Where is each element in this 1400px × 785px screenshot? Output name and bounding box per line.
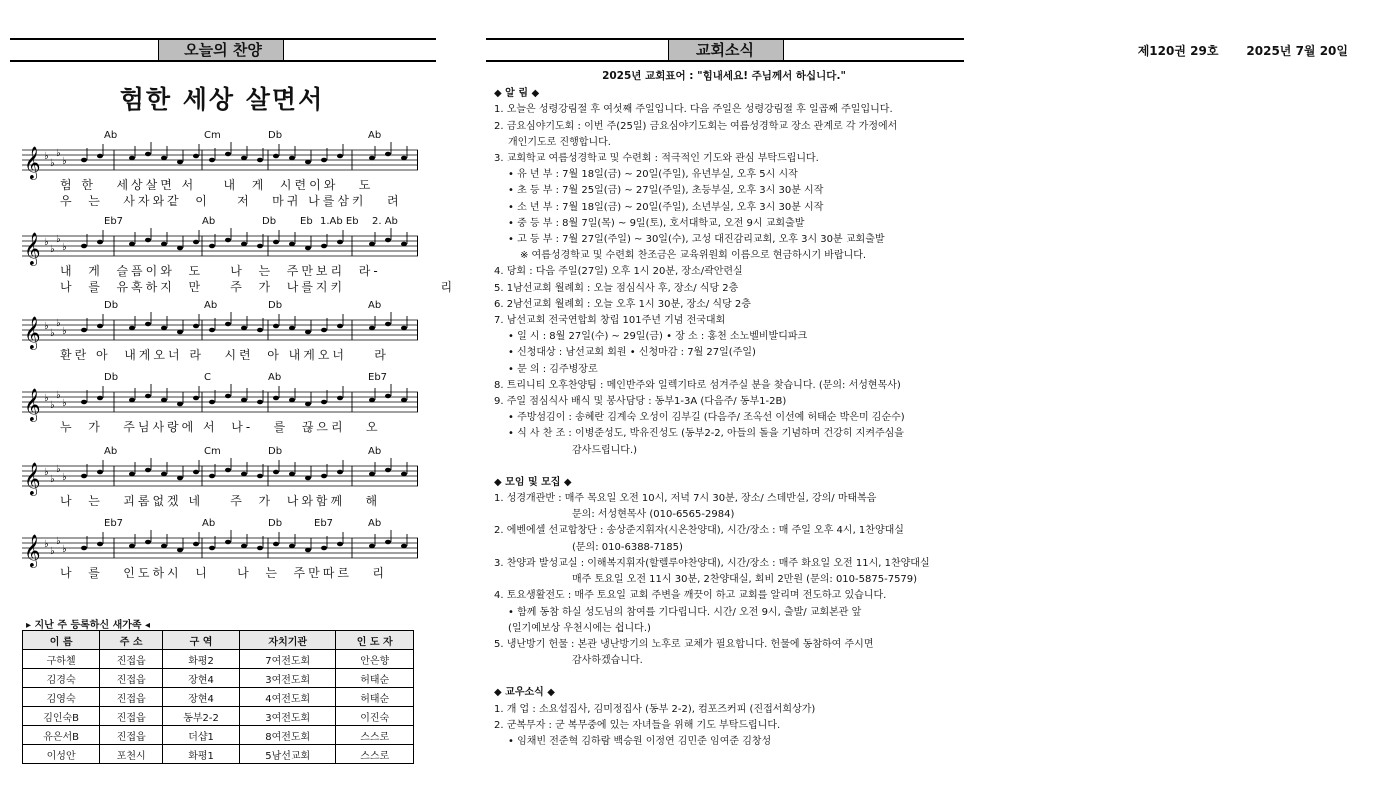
note-head [257,400,263,405]
table-cell: 8여전도회 [239,726,335,745]
flat-sign: ♭ [50,400,55,411]
note-head [177,246,183,251]
table-cell: 더샵1 [163,726,240,745]
chord-symbol: Ab [204,300,218,311]
note-head [193,154,199,159]
note-head [385,238,391,243]
note-head [145,540,151,545]
registration-title: ▸ 지난 주 등록하신 새가족 ◂ [26,620,151,631]
news-section-title: 교회소식 [696,41,754,59]
chord-symbol: Db [268,446,283,457]
note-head [401,326,407,331]
note-head [257,474,263,479]
news-line: 문의: 서성현목사 (010-6565-2984) [572,509,735,521]
note-head [273,154,279,159]
flat-sign: ♭ [62,156,67,167]
note-head [225,152,231,157]
note-head [257,546,263,551]
chord-symbol: Ab [368,446,382,457]
news-line: 4. 토요생활전도 : 매주 토요일 교회 주변을 깨끗이 하고 교회를 알리며 전도하고 있습니다. [494,590,887,602]
note-head [321,158,327,163]
table-row [23,745,414,764]
song-title: 험한 세상 살면서 [119,85,325,114]
table-cell: 화평2 [163,650,240,669]
news-line: • 함께 동참 하실 성도님의 참여를 기다립니다. 시간/ 오전 9시, 출발/ 교회본관 앞 [508,606,862,618]
note-head [241,544,247,549]
chord-symbol: 2. Ab [372,216,398,227]
note-head [161,472,167,477]
note-head [241,326,247,331]
chord-symbol: Ab [104,130,118,141]
note-head [97,470,103,475]
note-head [97,240,103,245]
note-head [145,468,151,473]
news-section-header [486,38,964,62]
treble-clef-icon: 𝄞 [24,462,41,495]
news-line: 2. 금요심야기도회 : 이번 주(25일) 금요심야기도회는 여름성경학교 장소 관계로 각 가정에서 [494,120,898,132]
note-head [129,156,135,161]
note-head [193,396,199,401]
chord-symbol: Ab [104,446,118,457]
chord-symbol: Eb7 [104,216,124,227]
table-cell: 스스로 [336,726,414,745]
note-head [273,240,279,245]
note-head [209,400,215,405]
note-head [209,328,215,333]
spacer [494,669,964,683]
news-line: • 중 등 부 : 8월 7일(목) ~ 9일(토), 호서대학교, 오전 9시 교회출발 [508,217,805,229]
flat-sign: ♭ [44,321,49,332]
flat-sign: ♭ [44,393,49,404]
note-head [401,472,407,477]
flat-sign: ♭ [56,464,61,475]
note-head [289,472,295,477]
note-head [161,156,167,161]
news-line: (일기예보상 우천시에는 쉽니다.) [508,622,651,634]
news-line: • 고 등 부 : 7월 27일(주일) ~ 30일(수), 고성 대진감리교회, 오후 3시 30분 교회출발 [508,234,885,246]
table-cell: 진접읍 [100,726,163,745]
flat-sign: ♭ [56,390,61,401]
note-head [321,328,327,333]
lyric-line: 나 는 괴롬없겠 네 주 가 나와함께 해 [60,494,381,508]
table-cell: 허태순 [336,669,414,688]
note-head [161,242,167,247]
note-head [193,324,199,329]
table-row [23,707,414,726]
flat-sign: ♭ [56,318,61,329]
news-line: 3. 교회학교 여름성경학교 및 수련회 : 적극적인 기도와 관심 부탁드립니다. [494,153,819,165]
note-head [225,238,231,243]
note-head [289,398,295,403]
flat-sign: ♭ [56,234,61,245]
news-line: • 소 년 부 : 7월 18일(금) ~ 20일(주일), 소년부실, 오후 3시 30분 시작 [508,201,824,213]
table-cell: 4여전도회 [239,688,335,707]
news-line: • 주방섬김이 : 송혜란 김계숙 오성이 김부길 (다음주/ 조옥선 이선예 허태순 박은미 김순수) [508,412,905,424]
note-head [81,546,87,551]
note-head [97,542,103,547]
flat-sign: ♭ [62,544,67,555]
flat-sign: ♭ [62,242,67,253]
note-head [337,154,343,159]
flat-sign: ♭ [50,474,55,485]
lyric-line: 나 를 유혹하지 만 주 가 나를지키 리 [60,280,456,294]
note-head [129,242,135,247]
note-head [97,154,103,159]
note-head [337,470,343,475]
news-line: 1. 개 업 : 소요섭집사, 김미정집사 (동부 2-2), 컴포즈커피 (진접서희상가) [494,703,816,715]
note-head [273,542,279,547]
note-head [385,394,391,399]
news-line: (문의: 010-6388-7185) [572,541,683,553]
news-line: 1. 오늘은 성령강림절 후 여섯째 주일입니다. 다음 주일은 성령강림절 후 일곱째 주일입니다. [494,104,893,116]
table-cell: 화평1 [163,745,240,764]
note-head [177,548,183,553]
note-head [385,540,391,545]
note-head [209,244,215,249]
note-head [145,238,151,243]
news-line: ※ 여름성경학교 및 수련회 찬조금은 교육위원회 이름으로 현금하시기 바랍니다. [520,250,867,262]
table-header-cell: 구 역 [163,631,240,650]
news-line: • 문 의 : 김주병장로 [508,363,598,375]
table-cell: 장현4 [163,669,240,688]
note-head [369,242,375,247]
chord-symbol: 1.Ab Eb [320,216,359,227]
treble-clef-icon: 𝄞 [24,316,41,349]
news-line: 5. 1남선교회 월례회 : 오늘 점심식사 후, 장소/ 식당 2층 [494,282,739,294]
note-head [97,396,103,401]
note-head [177,330,183,335]
note-head [241,156,247,161]
flat-sign: ♭ [44,539,49,550]
note-head [145,394,151,399]
news-line: 7. 남선교회 전국연합회 창립 101주년 기념 전국대회 [494,315,726,327]
note-head [257,244,263,249]
note-head [161,326,167,331]
chord-symbol: Cm [204,130,221,141]
note-head [225,468,231,473]
table-cell: 안은향 [336,650,414,669]
flat-sign: ♭ [56,536,61,547]
note-head [225,394,231,399]
treble-clef-icon: 𝄞 [24,232,41,265]
note-head [241,242,247,247]
table-row [23,688,414,707]
flat-sign: ♭ [50,158,55,169]
news-line: 개인기도로 진행합니다. [508,136,611,148]
table-cell: 5남선교회 [239,745,335,764]
note-head [305,330,311,335]
note-head [369,156,375,161]
table-cell: 김인숙B [23,707,100,726]
note-head [385,152,391,157]
treble-clef-icon: 𝄞 [24,534,41,567]
news-section-heading: ◆ 모임 및 모집 ◆ [494,476,572,488]
spacer [494,459,964,473]
note-head [337,324,343,329]
table-cell: 유은서B [23,726,100,745]
news-line: 2. 에벤에셀 선교합창단 : 송상준지휘자(시온찬양대), 시간/장소 : 매 주일 오후 4시, 1찬양대실 [494,525,904,537]
news-line: 9. 주일 점심식사 배식 및 봉사담당 : 동부1-3A (다음주/ 동부1-2B) [494,396,787,408]
note-head [129,544,135,549]
news-line: 5. 냉난방기 헌물 : 본관 냉난방기의 노후로 교체가 필요합니다. 헌물에 동참하여 주시면 [494,638,874,650]
news-line: • 일 시 : 8월 27일(수) ~ 29일(금) • 장 소 : 홍천 소노벨비발디파크 [508,331,808,343]
lyric-line: 험 한 세상살면 서 내 게 시련이와 도 [60,178,374,192]
table-header-cell: 자치기관 [239,631,335,650]
table-cell: 3여전도회 [239,669,335,688]
news-line: 감사하겠습니다. [572,655,643,667]
lyric-line: 내 게 슬픔이와 도 나 는 주만보리 라- [60,264,381,278]
note-head [145,152,151,157]
note-head [161,544,167,549]
note-head [81,158,87,163]
note-head [225,540,231,545]
chord-symbol: Ab [202,216,216,227]
flat-sign: ♭ [44,237,49,248]
note-head [401,398,407,403]
chord-symbol: Eb7 [104,518,124,529]
issue-date: 2025년 7월 20일 [1246,44,1348,58]
note-head [321,546,327,551]
chord-symbol: Ab [368,130,382,141]
table-cell: 진접읍 [100,650,163,669]
chord-symbol: Cm [204,446,221,457]
table-header-cell: 이 름 [23,631,100,650]
news-line: 8. 트리니티 오후찬양팀 : 메인반주와 일렉기타로 섬겨주실 분을 찾습니다. (문의: 서성현목사) [494,379,901,391]
flat-sign: ♭ [44,467,49,478]
news-section-heading: ◆ 알 림 ◆ [494,88,540,100]
note-head [289,544,295,549]
issue-info [1138,42,1348,59]
note-head [369,544,375,549]
note-head [321,244,327,249]
table-cell: 구하첼 [23,650,100,669]
lyric-line: 나 를 인도하시 니 나 는 주만따르 리 [60,566,387,580]
chord-symbol: Db [104,372,119,383]
news-body [494,68,964,750]
table-cell: 포천시 [100,745,163,764]
table-cell: 이진숙 [336,707,414,726]
note-head [401,156,407,161]
note-head [145,322,151,327]
table-cell: 김경숙 [23,669,100,688]
table-row [23,726,414,745]
treble-clef-icon: 𝄞 [24,388,41,421]
news-line: • 식 사 찬 조 : 이병준성도, 박유진성도 (동부2-2, 아들의 돌을 기념하며 건강히 지켜주심을 [508,428,904,440]
note-head [273,324,279,329]
table-cell: 김영숙 [23,688,100,707]
note-head [305,548,311,553]
note-head [177,402,183,407]
note-head [241,398,247,403]
note-head [129,472,135,477]
chord-symbol: Db [262,216,277,227]
flat-sign: ♭ [50,546,55,557]
chord-symbol: Ab [368,300,382,311]
table-cell: 동부2-2 [163,707,240,726]
table-cell: 장현4 [163,688,240,707]
note-head [209,546,215,551]
lyric-line: 누 가 주님사랑에 서 나- 를 끊으리 오 [60,420,381,434]
news-line: 2. 군복무자 : 군 복무중에 있는 자녀들을 위해 기도 부탁드립니다. [494,719,781,731]
table-row [23,650,414,669]
note-head [273,396,279,401]
note-head [305,476,311,481]
note-head [305,402,311,407]
note-head [193,470,199,475]
table-cell: 3여전도회 [239,707,335,726]
news-line: • 유 년 부 : 7월 18일(금) ~ 20일(주일), 유년부실, 오후 5시 시작 [508,169,798,181]
song-section-header [10,38,436,62]
note-head [177,476,183,481]
note-head [305,246,311,251]
treble-clef-icon: 𝄞 [24,146,41,179]
note-head [337,396,343,401]
chord-symbol: Db [104,300,119,311]
table-cell: 7여전도회 [239,650,335,669]
chord-symbol: Ab [268,372,282,383]
news-section-heading: ◆ 교우소식 ◆ [494,687,555,699]
note-head [385,322,391,327]
note-head [81,328,87,333]
table-cell: 진접읍 [100,707,163,726]
chord-symbol: Db [268,518,283,529]
news-line: 3. 찬양과 발성교실 : 이해복지휘자(할렐루야찬양대), 시간/장소 : 매주 화요일 오전 11시, 1찬양대실 [494,557,930,569]
chord-symbol: C [204,372,211,383]
table-header-cell: 인 도 자 [336,631,414,650]
note-head [337,240,343,245]
note-head [289,326,295,331]
note-head [257,328,263,333]
news-line: 매주 토요일 오전 11시 30분, 2찬양대실, 회비 2만원 (문의: 010-5875-7579) [572,574,918,586]
note-head [193,542,199,547]
note-head [81,244,87,249]
news-line: • 신청대상 : 남선교회 회원 • 신청마감 : 7월 27일(주일) [508,347,756,359]
table-cell: 이성안 [23,745,100,764]
note-head [321,474,327,479]
flat-sign: ♭ [62,472,67,483]
lyric-line: 환란 아 내게오너 라 시련 아 내게오너 라 [60,348,389,362]
note-head [81,474,87,479]
note-head [289,242,295,247]
chord-symbol: Eb7 [314,518,334,529]
church-motto: 2025년 교회표어 : "힘내세요! 주님께서 하십니다." [602,70,846,82]
note-head [369,472,375,477]
flat-sign: ♭ [56,148,61,159]
issue-number: 제120권 29호 [1137,44,1219,58]
note-head [177,160,183,165]
table-cell: 스스로 [336,745,414,764]
note-head [289,156,295,161]
table-cell: 진접읍 [100,688,163,707]
note-head [209,474,215,479]
note-head [305,160,311,165]
note-head [273,470,279,475]
table-cell: 허태순 [336,688,414,707]
registration-table [22,630,414,764]
note-head [97,324,103,329]
chord-symbol: Eb7 [368,372,388,383]
note-head [321,400,327,405]
flat-sign: ♭ [50,328,55,339]
chord-symbol: Ab [202,518,216,529]
chord-symbol: Db [268,300,283,311]
table-header-cell: 주 소 [100,631,163,650]
news-line: 6. 2남선교회 월례회 : 오늘 오후 1시 30분, 장소/ 식당 2층 [494,298,751,310]
note-head [241,472,247,477]
news-line: 4. 당회 : 다음 주일(27일) 오후 1시 20분, 장소/곽안련실 [494,266,743,278]
news-line: • 초 등 부 : 7월 25일(금) ~ 27일(주일), 초등부실, 오후 3시 30분 시작 [508,185,824,197]
note-head [257,158,263,163]
flat-sign: ♭ [44,151,49,162]
note-head [225,322,231,327]
note-head [193,240,199,245]
chord-symbol: Eb [300,216,313,227]
note-head [369,326,375,331]
note-head [209,158,215,163]
table-row [23,669,414,688]
note-head [385,468,391,473]
lyric-line: 우 는 사자와같 이 저 마귀 나를삼키 려 [60,194,402,208]
flat-sign: ♭ [62,398,67,409]
song-section-title: 오늘의 찬양 [184,41,262,59]
table-cell: 진접읍 [100,669,163,688]
chord-symbol: Ab [368,518,382,529]
news-line: 감사드립니다.) [572,444,638,456]
note-head [129,398,135,403]
chord-symbol: Db [268,130,283,141]
note-head [81,400,87,405]
flat-sign: ♭ [62,326,67,337]
note-head [401,544,407,549]
note-head [401,242,407,247]
note-head [369,398,375,403]
news-line: • 임채빈 전준혁 김하람 백승원 이정연 김민준 임여준 김창성 [508,735,772,747]
note-head [161,398,167,403]
note-head [337,542,343,547]
note-head [129,326,135,331]
flat-sign: ♭ [50,244,55,255]
news-line: 1. 성경개관반 : 매주 목요일 오전 10시, 저녁 7시 30분, 장소/ 스데반실, 강의/ 마태복음 [494,493,877,505]
